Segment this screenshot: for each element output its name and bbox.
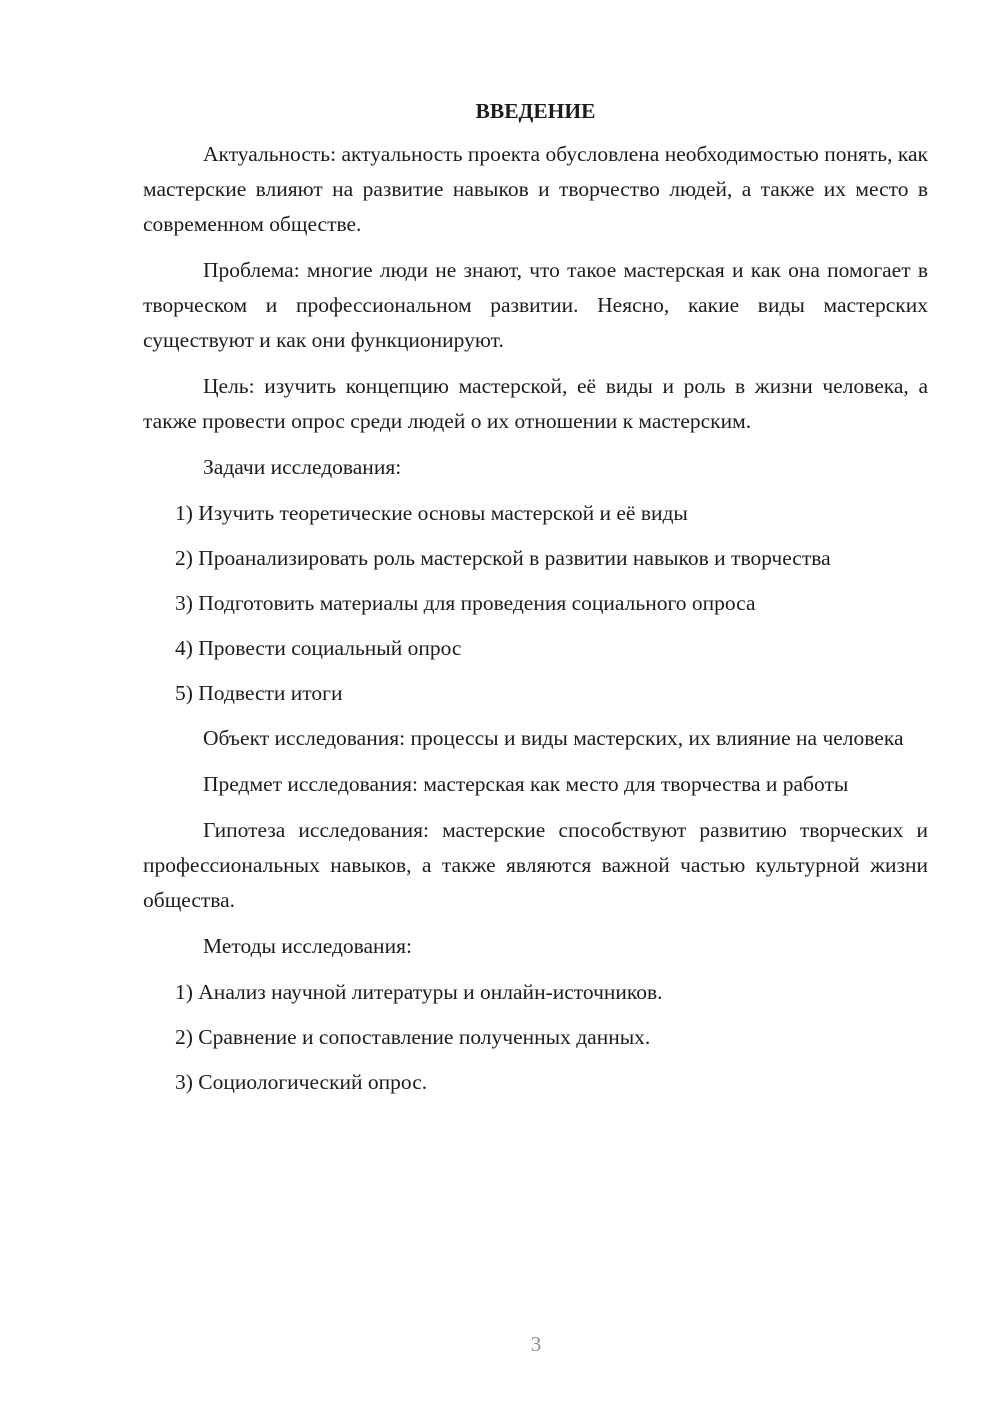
method-item: 3) Социологический опрос. [175, 1070, 428, 1094]
task-item: 5) Подвести итоги [175, 681, 343, 705]
method-item: 2) Сравнение и сопоставление полученных данных. [175, 1025, 651, 1049]
section-title: ВВЕДЕНИЕ [475, 99, 596, 123]
task-item: 3) Подготовить материалы для проведения социального опроса [175, 591, 756, 615]
document-page [143, 95, 928, 1110]
tasks-heading: Задачи исследования: [203, 455, 402, 479]
problem-paragraph: Проблема: многие люди не знают, что такое мастерская и как она помогает в творческом и профессиональном развитии. Неясно, какие виды мастерских существуют и как они функционируют. [143, 258, 928, 352]
object-paragraph: Объект исследования: процессы и виды мастерских, их влияние на человека [203, 726, 904, 750]
relevance-paragraph: Актуальность: актуальность проекта обусловлена необходимостью понять, как мастерские влияют на развитие навыков и творчество людей, а также их место в современном обществе. [143, 142, 928, 236]
task-item: 4) Провести социальный опрос [175, 636, 462, 660]
page-number: 3 [530, 1332, 542, 1356]
task-item: 2) Проанализировать роль мастерской в развитии навыков и творчества [175, 546, 831, 570]
methods-heading: Методы исследования: [203, 934, 412, 958]
task-item: 1) Изучить теоретические основы мастерской и её виды [175, 501, 688, 525]
hypothesis-paragraph: Гипотеза исследования: мастерские способствуют развитию творческих и профессиональных навыков, а также являются важной частью культурной жизни общества. [143, 818, 928, 912]
method-item: 1) Анализ научной литературы и онлайн-источников. [175, 980, 663, 1004]
goal-paragraph: Цель: изучить концепцию мастерской, её виды и роль в жизни человека, а также провести опрос среди людей о их отношении к мастерским. [143, 374, 928, 433]
subject-paragraph: Предмет исследования: мастерская как место для творчества и работы [203, 772, 849, 796]
